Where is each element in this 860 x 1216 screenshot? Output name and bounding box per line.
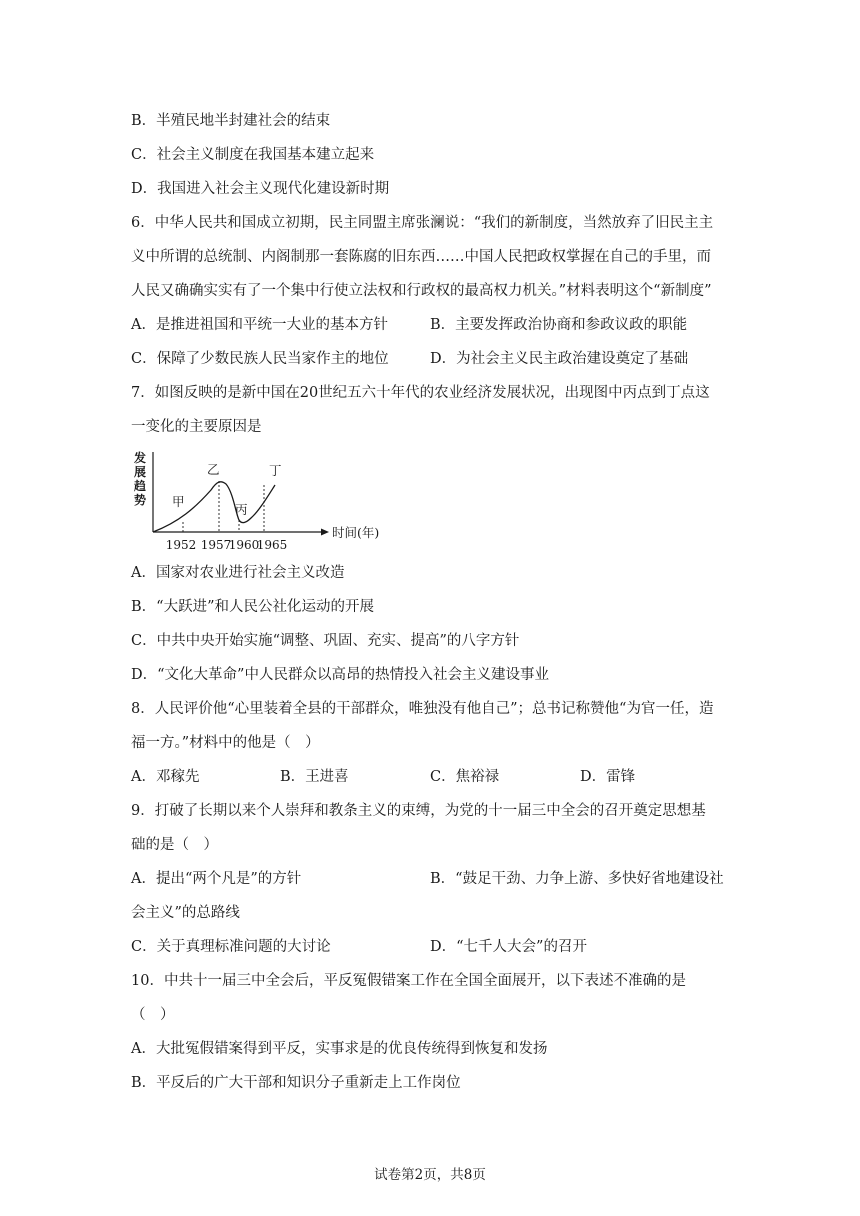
point-label-1: 甲 — [172, 494, 185, 509]
q8-option-a: A．邓稼先 — [131, 769, 200, 785]
q6-option-d: D．为社会主义民主政治建设奠定了基础 — [430, 351, 689, 367]
x-tick-1960: 1960 — [228, 538, 260, 552]
text-line-1: B．半殖民地半封建社会的结束 — [131, 113, 331, 129]
text-line-7: 7．如图反映的是新中国在20世纪五六十年代的农业经济发展状况，出现图中丙点到丁点这 — [131, 385, 710, 401]
text-line-17: A．提出“两个凡是”的方针 — [131, 871, 302, 887]
agriculture-trend-chart — [131, 448, 401, 558]
text-line-11: C．中共中央开始实施“调整、巩固、充实、提高”的八字方针 — [131, 633, 520, 649]
x-tick-1957: 1957 — [200, 538, 232, 552]
text-line-14: 福一方。”材料中的他是（ ） — [131, 735, 320, 751]
q6-option-c: C．保障了少数民族人民当家作主的地位 — [131, 351, 389, 367]
q8-option-b: B．王进喜 — [280, 769, 349, 785]
q6-option-a: A．是推进祖国和平统一大业的基本方针 — [131, 317, 388, 333]
q8-option-d: D．雷锋 — [580, 769, 636, 785]
text-line-23: B．平反后的广大干部和知识分子重新走上工作岗位 — [131, 1075, 461, 1091]
q6-option-b: B．主要发挥政治协商和参政议政的职能 — [430, 317, 688, 333]
text-line-20: 10．中共十一届三中全会后，平反冤假错案工作在全国全面展开，以下表述不准确的是 — [131, 973, 686, 989]
point-label-3: 丙 — [235, 502, 248, 517]
q9-option-d: D．“七千人大会”的召开 — [430, 939, 587, 955]
text-line-15: 9．打破了长期以来个人崇拜和教条主义的束缚，为党的十一届三中全会的召开奠定思想基 — [131, 803, 706, 819]
text-line-18: 会主义”的总路线 — [131, 905, 240, 921]
text-line-19: C．关于真理标准问题的大讨论 — [131, 939, 331, 955]
text-line-4: 6．中华人民共和国成立初期，民主同盟主席张澜说：“我们的新制度，当然放弃了旧民主主 — [131, 215, 714, 231]
y-label-char: 趋 — [134, 479, 147, 493]
page-footer: 试卷第2页，共8页 — [374, 1167, 486, 1183]
y-label-char: 展 — [134, 465, 147, 479]
x-axis-arrow — [321, 529, 329, 536]
q9-option-b: B．“鼓足干劲、力争上游、多快好省地建设社 — [430, 871, 724, 887]
text-line-12: D．“文化大革命”中人民群众以高昂的热情投入社会主义建设事业 — [131, 667, 549, 683]
point-label-4: 丁 — [269, 463, 282, 478]
text-line-21: （ ） — [131, 1007, 175, 1023]
text-line-9: A．国家对农业进行社会主义改造 — [131, 565, 345, 581]
y-label-char: 发 — [134, 451, 147, 465]
point-label-2: 乙 — [207, 462, 220, 477]
chart-y-label — [133, 450, 146, 507]
x-tick-1952: 1952 — [165, 538, 197, 552]
text-line-5: 义中所谓的总统制、内阁制那一套陈腐的旧东西……中国人民把政权掌握在自己的手里，而 — [131, 249, 711, 265]
chart-x-label: 时间(年) — [332, 525, 380, 540]
text-line-22: A．大批冤假错案得到平反，实事求是的优良传统得到恢复和发扬 — [131, 1041, 548, 1057]
text-line-10: B．“大跃进”和人民公社化运动的开展 — [131, 599, 374, 615]
text-line-2: C．社会主义制度在我国基本建立起来 — [131, 147, 375, 163]
text-line-8: 一变化的主要原因是 — [131, 419, 262, 435]
text-line-16: 础的是（ ） — [131, 837, 218, 853]
text-line-13: 8．人民评价他“心里装着全县的干部群众，唯独没有他自己”；总书记称赞他“为官一任，造 — [131, 701, 714, 717]
x-tick-1965: 1965 — [256, 538, 288, 552]
text-line-3: D．我国进入社会主义现代化建设新时期 — [131, 181, 390, 197]
q8-option-c: C．焦裕禄 — [430, 769, 500, 785]
y-label-char: 势 — [134, 493, 147, 507]
text-line-6: 人民又确确实实有了一个集中行使立法权和行政权的最高权力机关。”材料表明这个“新制度” — [131, 283, 712, 299]
